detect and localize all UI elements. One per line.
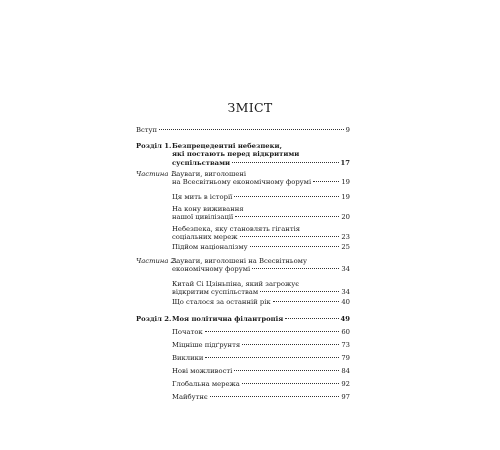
dot-leader <box>205 357 339 358</box>
toc-page-number: 84 <box>341 367 350 375</box>
toc-section-label: Розділ 2. <box>136 315 172 323</box>
toc-page-number: 25 <box>341 243 350 251</box>
toc-entry[interactable] <box>172 193 350 201</box>
toc-section-label: Частина 2. <box>136 257 178 265</box>
toc-page-number: 60 <box>341 328 350 336</box>
toc-entry-title: Зауваги, виголошені на Всесвітньому <box>172 257 307 265</box>
toc-entry-title: Майбутнє <box>172 393 208 401</box>
dot-leader <box>210 396 340 397</box>
toc-entry-title: Нові можливості <box>172 367 233 375</box>
dot-leader <box>313 181 339 182</box>
toc-entry[interactable] <box>172 328 350 336</box>
dot-leader <box>232 162 339 163</box>
toc-entry[interactable] <box>172 205 350 222</box>
toc-entry[interactable] <box>172 280 350 297</box>
toc-entry[interactable] <box>172 142 350 167</box>
toc-entry-title: На кону виживання <box>172 205 244 213</box>
toc-entry[interactable] <box>136 126 350 134</box>
dot-leader <box>240 236 340 237</box>
toc-entry[interactable] <box>172 225 350 242</box>
dot-leader <box>235 216 339 217</box>
toc-entry-title: Що сталося за останній рік <box>172 298 271 306</box>
toc-entry[interactable] <box>172 315 350 323</box>
dot-leader <box>252 268 339 269</box>
toc-page-number: 49 <box>340 315 350 323</box>
toc-page-number: 73 <box>341 341 350 349</box>
toc-entry-title: соціальних мереж <box>172 233 238 242</box>
toc-entry[interactable] <box>172 367 350 375</box>
toc-page-number: 23 <box>341 233 350 242</box>
toc-page-number: 97 <box>341 393 350 401</box>
toc-entry-title: Міцніше підґрунтя <box>172 341 241 349</box>
toc-section-label: Частина 1. <box>136 170 178 178</box>
toc-entry[interactable] <box>172 354 350 362</box>
toc-page-number: 34 <box>341 265 350 274</box>
toc-entry[interactable] <box>172 298 350 306</box>
toc-entry-title: відкритим суспільствам <box>172 288 259 297</box>
toc-entry[interactable] <box>172 341 350 349</box>
toc-page-number: 34 <box>341 288 350 297</box>
toc-entry-title: економічному форумі <box>172 265 251 274</box>
page-title: ЗМІСТ <box>227 100 273 115</box>
toc-entry-title: Ця мить в історії <box>172 193 233 201</box>
dot-leader <box>273 301 340 302</box>
toc-entry-title: які постають перед відкритими <box>172 150 300 159</box>
dot-leader <box>234 370 339 371</box>
toc-page-number: 9 <box>345 126 350 134</box>
dot-leader <box>205 331 340 332</box>
toc-entry[interactable] <box>172 170 350 187</box>
dot-leader <box>250 246 340 247</box>
toc-entry[interactable] <box>172 243 350 251</box>
toc-entry-title: Китай Сі Цзіньпіна, який загрожує <box>172 280 300 288</box>
toc-entry[interactable] <box>172 257 350 274</box>
toc-entry[interactable] <box>172 393 350 401</box>
toc-entry-title: Початок <box>172 328 203 336</box>
toc-page-number: 19 <box>341 193 350 201</box>
toc-entry-title: Виклики <box>172 354 204 362</box>
toc-page-number: 19 <box>341 178 350 187</box>
dot-leader <box>242 344 339 345</box>
toc-section-label: Розділ 1. <box>136 142 172 150</box>
toc-entry-title: Зауваги, виголошені <box>172 170 247 178</box>
toc-entry[interactable] <box>172 380 350 388</box>
toc-entry-title: Глобальна мережа <box>172 380 240 388</box>
toc-entry-title: Моя політична філантропія <box>172 315 284 323</box>
dot-leader <box>285 318 338 319</box>
toc-entry-title: суспільствами <box>172 158 231 167</box>
toc-entry-title: нашої цивілізації <box>172 213 234 222</box>
toc-entry-title: Вступ <box>136 126 158 134</box>
dot-leader <box>159 129 344 130</box>
toc-page-number: 40 <box>341 298 350 306</box>
toc-page-number: 20 <box>341 213 350 222</box>
toc-entry-title: Безпрецедентні небезпеки, <box>172 142 282 150</box>
dot-leader <box>260 291 339 292</box>
dot-leader <box>234 196 339 197</box>
toc-page-number: 92 <box>341 380 350 388</box>
toc-entry-title: Підйом націоналізму <box>172 243 248 251</box>
toc-entry-title: Небезпека, яку становлять гігантія <box>172 225 301 233</box>
toc-entry-title: на Всесвітньому економічному форумі <box>172 178 312 187</box>
toc-page-number: 79 <box>341 354 350 362</box>
toc-page-number: 17 <box>340 158 350 167</box>
dot-leader <box>242 383 340 384</box>
